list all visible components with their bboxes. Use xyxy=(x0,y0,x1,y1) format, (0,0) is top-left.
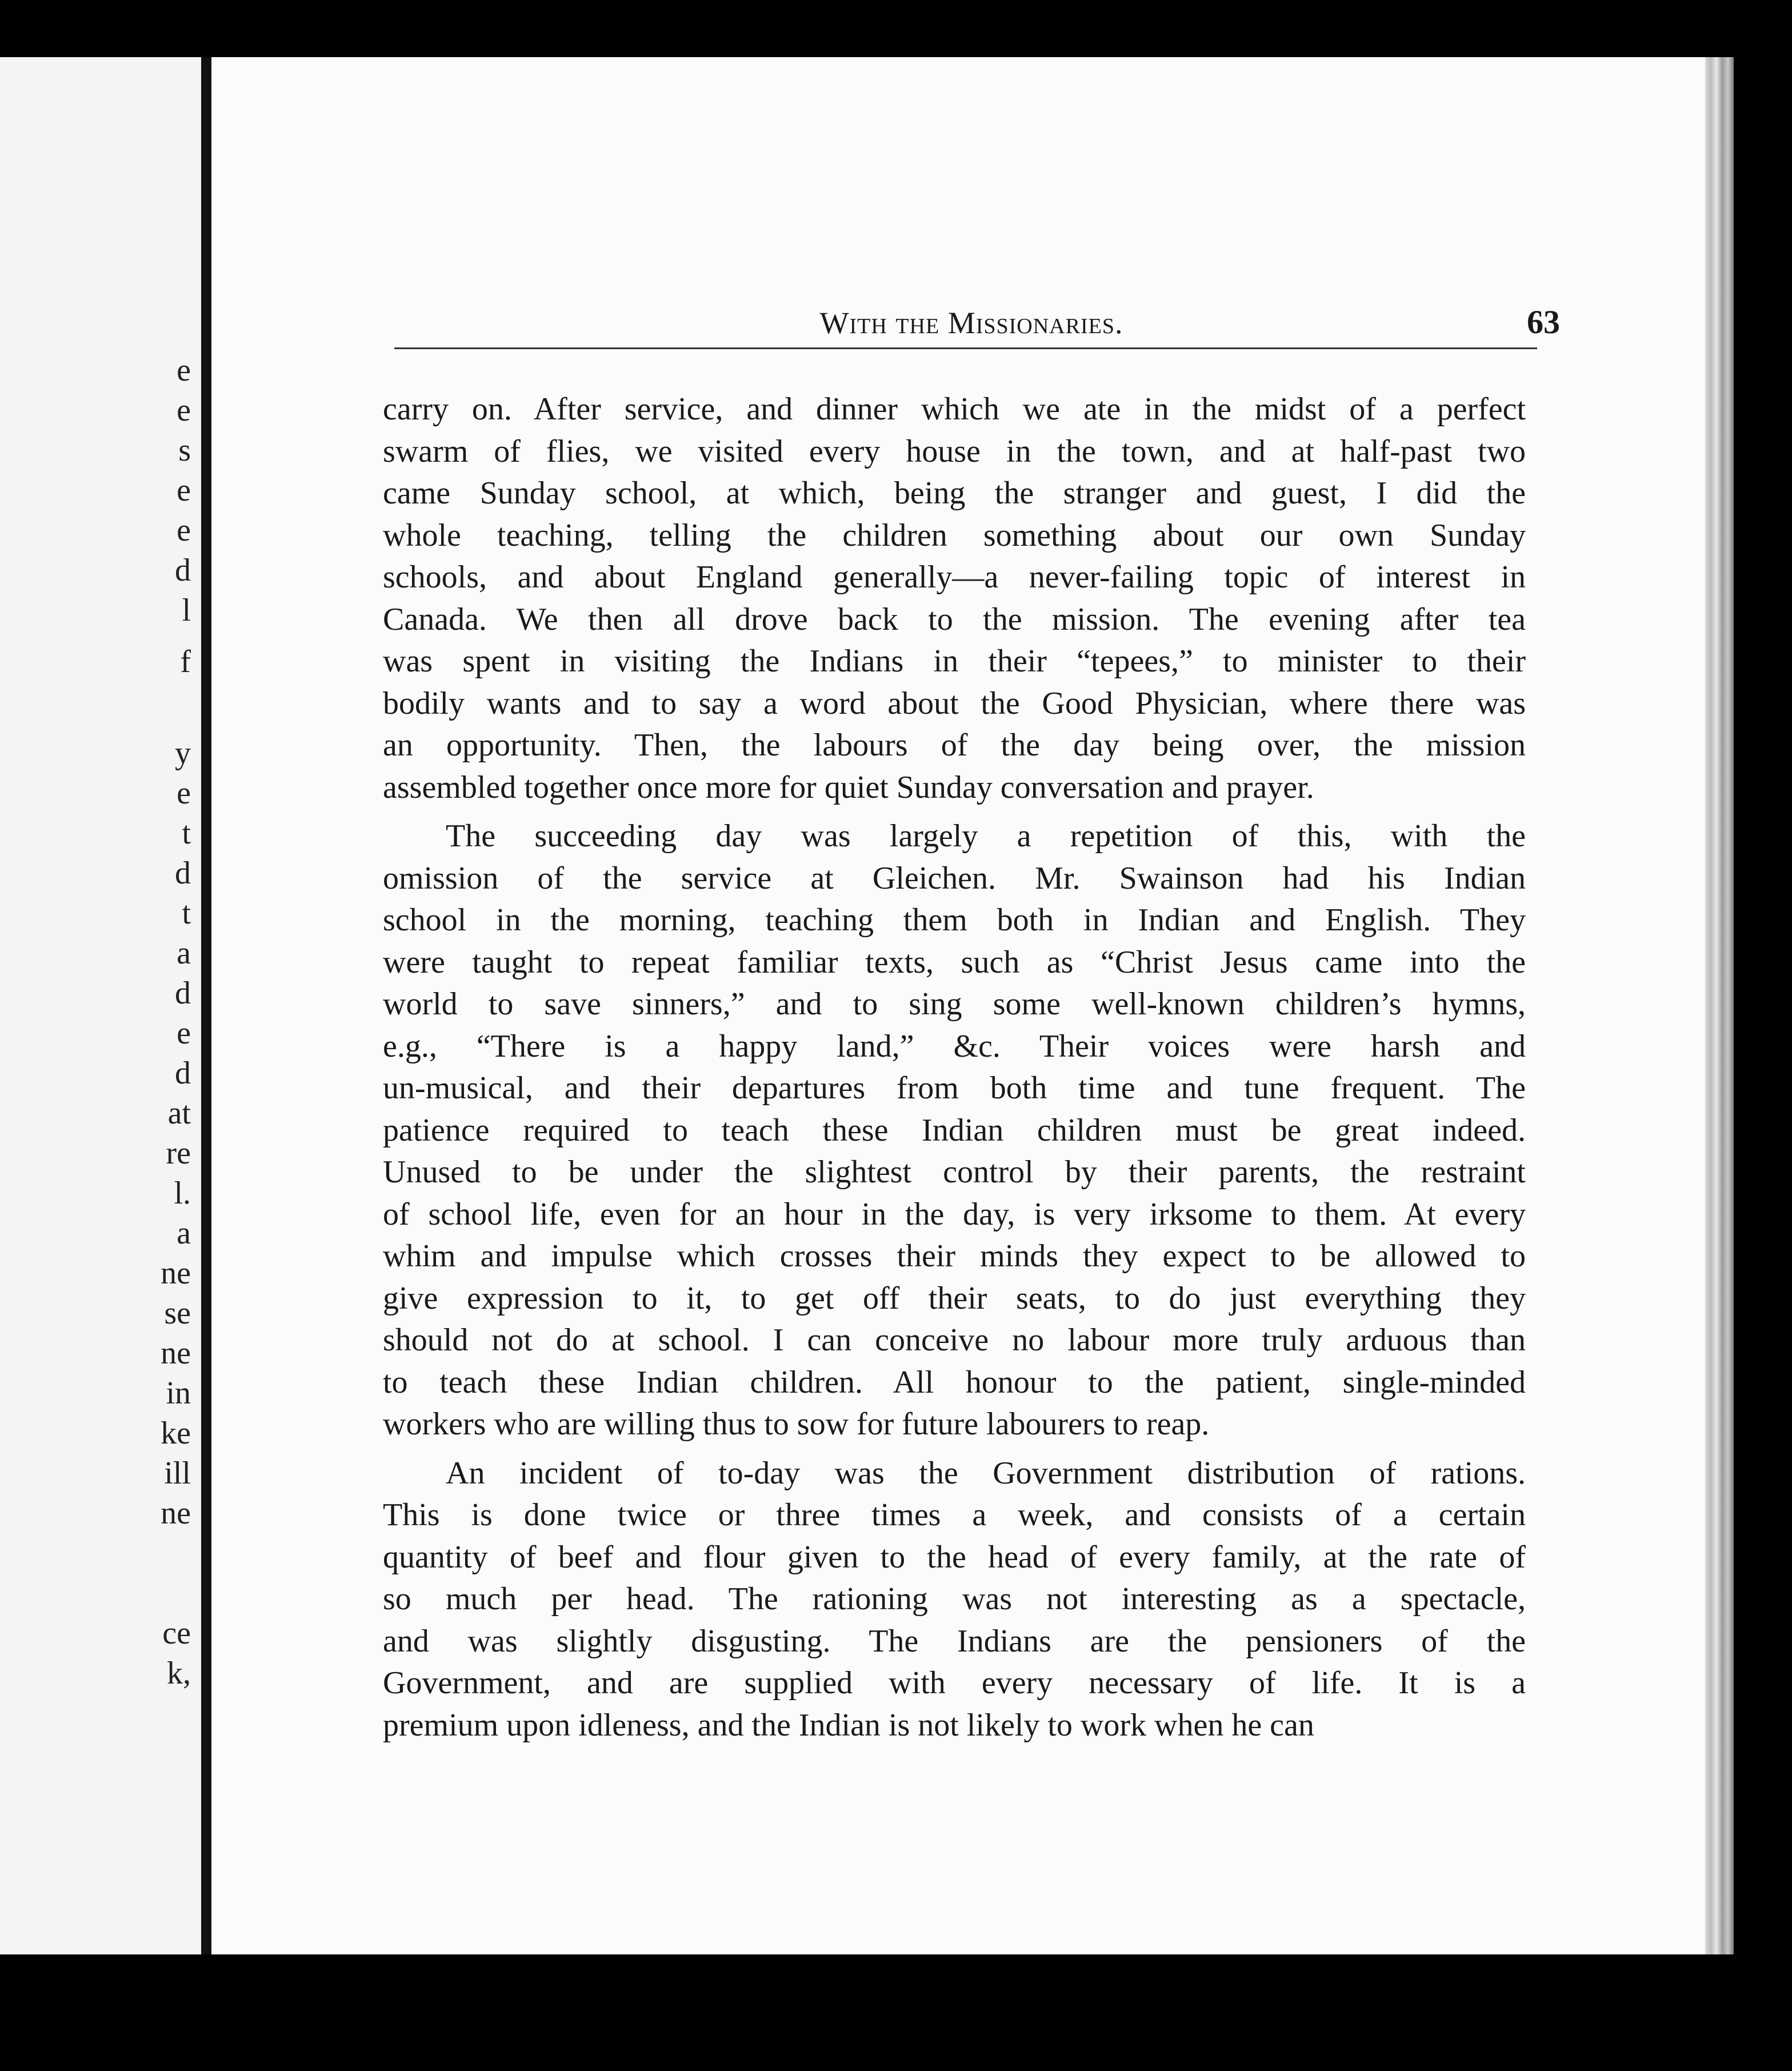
previous-page-fragment: ke xyxy=(161,1416,191,1451)
previous-page-fragment: l. xyxy=(174,1176,191,1211)
previous-page-fragment: d xyxy=(175,975,191,1011)
text-line: e.g., “There is a happy land,” &c. Their voices were harsh and xyxy=(383,1028,1526,1064)
previous-page-fragment: t xyxy=(182,895,191,931)
running-head xyxy=(394,297,1560,349)
previous-page-fragment: y xyxy=(175,735,191,771)
text-line: whole teaching, telling the children something about our own Sunday xyxy=(383,517,1526,553)
previous-page-fragment: at xyxy=(167,1096,191,1131)
previous-page-fragment: d xyxy=(175,1056,191,1091)
previous-page-fragment: s xyxy=(178,433,191,468)
book-page xyxy=(211,57,1705,1954)
text-line: Unused to be under the slightest control by their parents, the restraint xyxy=(383,1154,1526,1190)
text-line: un-musical, and their departures from both time and tune frequent. The xyxy=(383,1070,1526,1106)
text-line: premium upon idleness, and the Indian is not likely to work when he can xyxy=(383,1707,1314,1743)
previous-page-fragment: d xyxy=(175,553,191,588)
previous-page-fragment: ne xyxy=(161,1336,191,1371)
text-line: bodily wants and to say a word about the Good Physician, where there was xyxy=(383,685,1526,721)
text-line: give expression to it, to get off their seats, to do just everything they xyxy=(383,1280,1526,1316)
text-line: school in the morning, teaching them both in Indian and English. They xyxy=(383,902,1526,938)
paragraph-gap xyxy=(383,1446,1526,1453)
header-rule xyxy=(394,347,1537,349)
text-line: omission of the service at Gleichen. Mr. Swainson had his Indian xyxy=(383,860,1526,896)
previous-page-fragment: in xyxy=(166,1376,191,1411)
text-line: patience required to teach these Indian children must be great indeed. xyxy=(383,1112,1526,1148)
text-line: came Sunday school, at which, being the stranger and guest, I did the xyxy=(383,475,1526,511)
previous-page-fragment: ne xyxy=(161,1496,191,1531)
scan-border-right xyxy=(1734,57,1792,1954)
text-line: assembled together once more for quiet Sunday conversation and prayer. xyxy=(383,769,1314,805)
previous-page-fragment: e xyxy=(177,513,191,548)
text-line: world to save sinners,” and to sing some well-known children’s hymns, xyxy=(383,986,1526,1022)
previous-page-fragment: ce xyxy=(162,1616,191,1651)
previous-page-fragment: e xyxy=(177,353,191,388)
previous-page-fragment: a xyxy=(177,935,191,971)
text-line: Government, and are supplied with every necessary of life. It is a xyxy=(383,1665,1526,1701)
previous-page-fragment: f xyxy=(180,644,191,679)
text-line: to teach these Indian children. All honour to the patient, single-minded xyxy=(383,1364,1526,1400)
text-line: swarm of flies, we visited every house in the town, and at half-past two xyxy=(383,433,1526,469)
text-line: quantity of beef and flour given to the head of every family, at the rate of xyxy=(383,1539,1526,1575)
previous-page-fragment: a xyxy=(177,1216,191,1251)
previous-page-fragment: ne xyxy=(161,1256,191,1291)
text-line: This is done twice or three times a week, and consists of a certain xyxy=(383,1497,1526,1533)
running-head-title: With the Missionaries. xyxy=(819,306,1123,340)
text-line: workers who are willing thus to sow for future labourers to reap. xyxy=(383,1406,1210,1442)
previous-page-edge xyxy=(0,57,201,1954)
text-line: were taught to repeat familiar texts, such as “Christ Jesus came into the xyxy=(383,944,1526,980)
text-line: was spent in visiting the Indians in their “tepees,” to minister to their xyxy=(383,643,1526,679)
text-line: Canada. We then all drove back to the mission. The evening after tea xyxy=(383,601,1526,637)
previous-page-fragment: e xyxy=(177,775,191,811)
text-line: and was slightly disgusting. The Indians are the pensioners of the xyxy=(383,1623,1526,1659)
previous-page-fragment: se xyxy=(164,1296,191,1331)
body-text xyxy=(383,389,1526,1746)
previous-page-fragment: d xyxy=(175,855,191,891)
text-line: carry on. After service, and dinner which we ate in the midst of a perfect xyxy=(383,391,1526,427)
text-line: so much per head. The rationing was not interesting as a spectacle, xyxy=(383,1581,1526,1617)
text-line: of school life, even for an hour in the day, is very irksome to them. At every xyxy=(383,1196,1526,1232)
page-edge-stack xyxy=(1705,57,1734,1954)
previous-page-fragment: ill xyxy=(164,1456,191,1491)
previous-page-fragment: t xyxy=(182,815,191,851)
previous-page-fragment: l xyxy=(182,593,191,628)
text-line: The succeeding day was largely a repetition of this, with the xyxy=(446,818,1526,854)
previous-page-fragment: k, xyxy=(167,1656,191,1691)
text-line: schools, and about England generally—a never-failing topic of interest in xyxy=(383,559,1526,595)
page-number: 63 xyxy=(1527,303,1560,341)
paragraph-gap xyxy=(383,809,1526,815)
text-line: should not do at school. I can conceive no labour more truly arduous than xyxy=(383,1322,1526,1358)
previous-page-fragment: e xyxy=(177,393,191,428)
text-line: An incident of to-day was the Government distribution of rations. xyxy=(446,1455,1526,1491)
previous-page-fragment: e xyxy=(177,1015,191,1051)
previous-page-fragment: re xyxy=(166,1136,191,1171)
text-line: an opportunity. Then, the labours of the day being over, the mission xyxy=(383,727,1526,763)
text-line: whim and impulse which crosses their minds they expect to be allowed to xyxy=(383,1238,1526,1274)
binding-gutter xyxy=(201,57,211,1954)
previous-page-fragment: e xyxy=(177,473,191,508)
